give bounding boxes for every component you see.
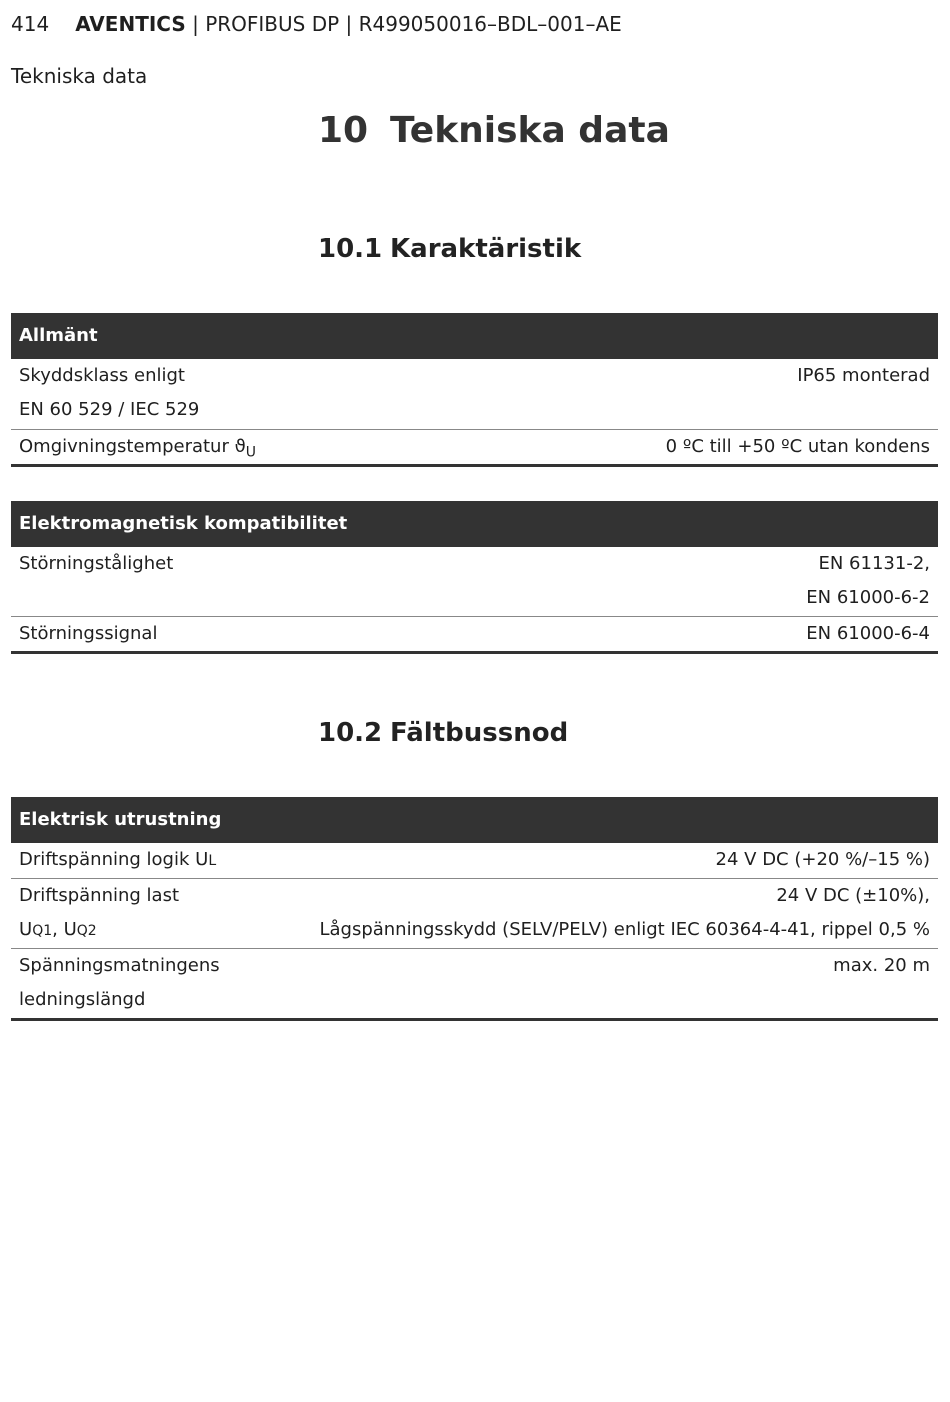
- table-row: [11, 547, 938, 617]
- row-label: Skyddsklass enligt EN 60 529 / IEC 529: [19, 365, 200, 420]
- row-label: Störningstålighet: [19, 553, 174, 574]
- row-label: Driftspänning last UQ1, UQ2: [19, 885, 180, 940]
- table-row: [11, 359, 938, 430]
- section-title-text: Fältbussnod: [390, 718, 569, 748]
- table-row: [11, 843, 938, 879]
- row-label: Driftspänning logik UL: [19, 849, 217, 870]
- chapter-number: 10: [318, 110, 369, 151]
- chapter-title-text: Tekniska data: [390, 110, 670, 151]
- row-label: Omgivningstemperatur $ϑ_U$: [19, 436, 256, 461]
- row-value: 0 ºC till +50 ºC utan kondens: [665, 436, 930, 457]
- table-elektrisk-utrustning: [11, 797, 938, 1021]
- page-number: 414: [11, 12, 50, 36]
- row-label: Spänningsmatningens ledningslängd: [19, 955, 220, 1010]
- section-title-text: Karaktäristik: [390, 234, 582, 264]
- section-number: 10.2: [318, 718, 383, 748]
- row-value: max. 20 m: [833, 955, 930, 976]
- table-allmant: [11, 313, 938, 467]
- table-header: Elektromagnetisk kompatibilitet: [11, 501, 938, 547]
- row-value: IP65 monterad: [797, 365, 930, 386]
- section-number: 10.1: [318, 234, 383, 264]
- running-title: Tekniska data: [11, 64, 148, 88]
- table-header: Allmänt: [11, 313, 938, 359]
- row-value: EN 61131-2, EN 61000-6-2: [806, 553, 930, 608]
- table-row: [11, 617, 938, 654]
- chapter-title: [318, 110, 670, 151]
- table-row: [11, 949, 938, 1021]
- row-value: EN 61000-6-4: [806, 623, 930, 644]
- table-header: Elektrisk utrustning: [11, 797, 938, 843]
- page-header: [11, 12, 622, 36]
- section-title-faltbussnod: [318, 718, 568, 748]
- row-label: Störningssignal: [19, 623, 158, 644]
- row-value: 24 V DC (+20 %/–15 %): [715, 849, 930, 870]
- row-value: 24 V DC (±10%), Lågspänningsskydd (SELV/PELV) enligt IEC 60364-4-41, rippel 0,5 %: [319, 885, 930, 940]
- section-title-karakteristik: [318, 234, 581, 264]
- table-row: [11, 879, 938, 949]
- brand-name: AVENTICS: [75, 12, 186, 36]
- table-emc: [11, 501, 938, 654]
- document-info: | PROFIBUS DP | R499050016–BDL–001–AE: [185, 12, 622, 36]
- table-row: [11, 430, 938, 467]
